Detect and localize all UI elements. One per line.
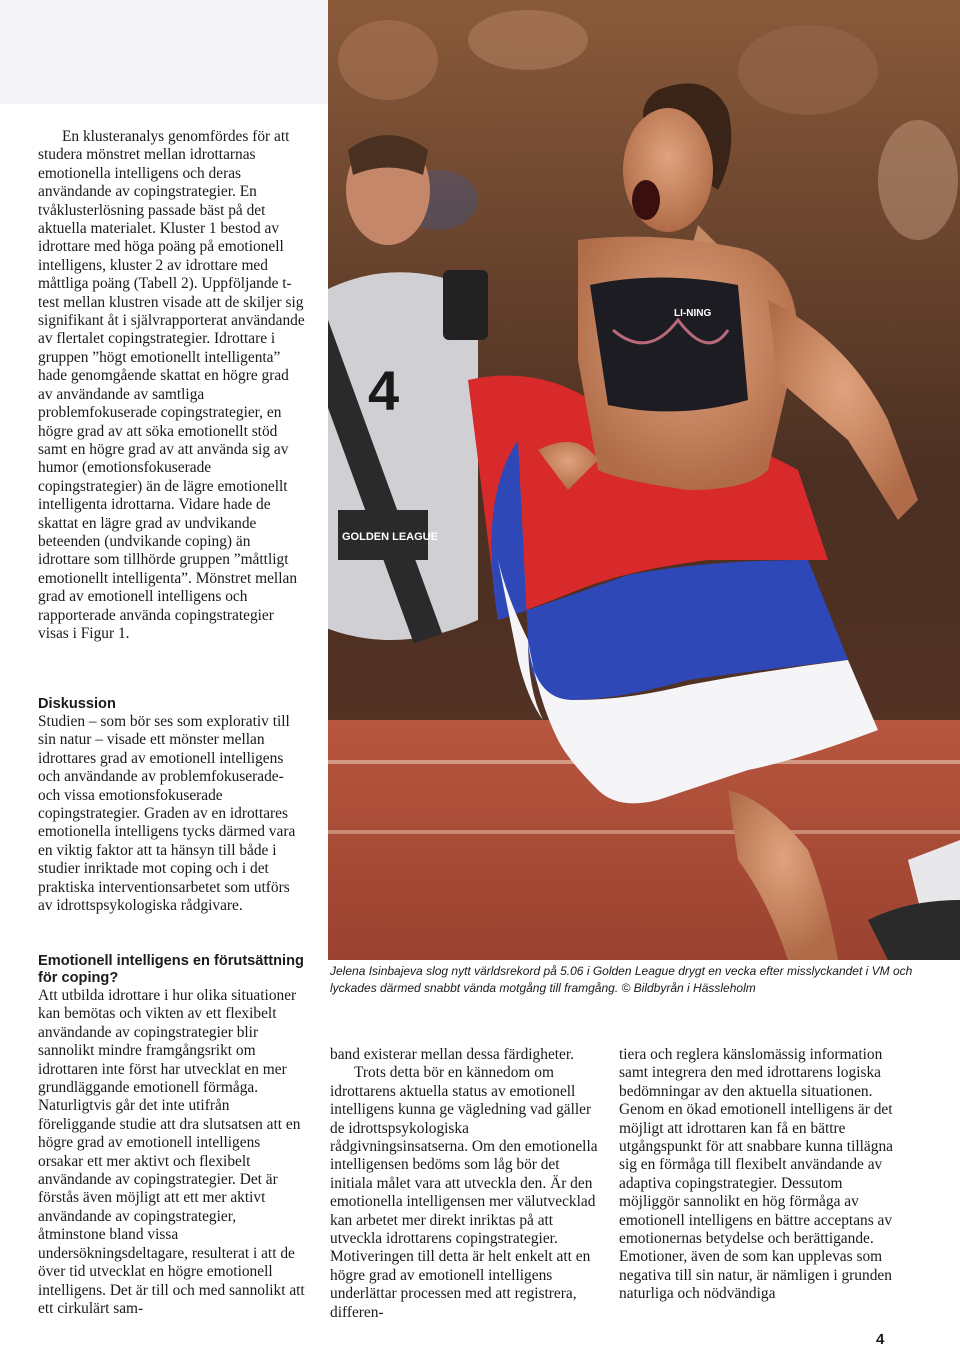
sponsor-logo: LI-NING [674,308,712,319]
column2-paragraph: Trots detta bör en kännedom om idrottarens aktuella status av emotionell intelligens kunna ge vägledning vad gäller de idrottspsykologiska rådgivningsinsatserna. Om den emotionella intelligensen bedöms som låg bör det initiala målet vara att utveckla den. Är den emotionella intelligensen mer välutvecklad kan arbetet mer direkt inriktas på att utveckla idrottarens copingstrategier. Motiveringen till detta är helt enkelt att en högre grad av emotionell intelligens underlättar processen med att registrera, differen- [330,1064,598,1321]
discussion-paragraph: Studien – som bör ses som explorativ till sin natur – visade ett mönster mellan idrottares grad av emotionell intelligens och användande av problemfokuserade- och vissa emotionsfokuserade copingstrategier. Graden av en idrottares emotionella intelligens tycks därmed vara en viktig faktor att ta hänsyn till både i studier inriktade mot coping och i det praktiska interventionsarbetet som utförs av idrottspsykologiska rådgivare. [38,713,296,915]
text-column-1 [38,128,306,643]
column3-paragraph: tiera och reglera känslomässig information samt integrera den med idrottarens logiska bedömningar av den aktuella situationen. Genom en ökad emotionell intelligens är det möjligt att idrottaren kan få en bättre utgångspunkt för att snabbare kunna tillägna sig en förmåga till flexibelt användande av adaptiva copingstrategier. Dessutom möjliggör sannolikt en hög förmåga av emotionell intelligens en bättre acceptans av emotionernas betydelse och berättigande. Emotioner, även de som kan upplevas som negativa till sin natur, är nämligen i grunden naturliga och nödvändiga [619,1046,893,1303]
text-column-3 [619,1046,894,1304]
photo-caption: Jelena Isinbajeva slog nytt världsrekord på 5.06 i Golden League drygt en vecka efter misslyckandet i VM och lyckades därmed snabbt vända motgång till framgång. © Bildbyrån i Hässleholm [330,964,913,995]
photo-illustration [328,0,960,960]
discussion-section [38,696,306,915]
top-band [0,0,328,104]
text-column-2 [330,1046,602,1322]
coping-heading: Emotionell intelligens en förutsättning för coping? [38,953,304,986]
coping-section [38,953,306,1318]
column2-continuation: band existerar mellan dessa färdigheter. [330,1046,575,1063]
results-paragraph: En klusteranalys genomfördes för att studera mönstret mellan idrottarnas emotionella intelligens och deras användande av copingstrategier. En tvåklusterlösning passade bäst på det aktuella materialet. Kluster 1 bestod av idrottare med höga poäng på emotionell intelligens, kluster 2 av idrottare med måttliga poäng (Tabell 2). Uppföljande t-test mellan klustren visade att de skiljer sig signifikant åt i självrapporterat användande av flertalet copingstrategier. Idrottare i gruppen ”högt emotionellt intelligenta” hade genomgående skattat en högre grad av användande av samtliga problemfokuserade copingstrategier, en högre grad av att söka emotionellt stöd samt en högre grad av att använda sig av humor (emotionsfokuserade copingstrategier) än de lägre emotionellt intelligenta idrottarna. Vidare hade de skattat en lägre grad av undvikande beteenden (undvikande coping) än idrottare som tillhörde gruppen ”måttligt emotionellt intelligenta”. Mönstret mellan grad av emotionell intelligens och rapporterade använda copingstrategier visas i Figur 1. [38,128,305,642]
vest-text: GOLDEN LEAGUE [342,531,438,543]
discussion-heading: Diskussion [38,696,116,712]
bib-number: 4 [368,359,400,422]
page-number: 4 [876,1331,885,1348]
athlete-photo [328,0,960,960]
coping-paragraph: Att utbilda idrottare i hur olika situationer kan bemötas och vikten av ett flexibelt användande av copingstrategier blir sannolikt mindre framgångsrikt om idrottaren inte först har utvecklat en mer grundläggande emotionell förmåga. Naturligtvis går det inte utifrån föreliggande studie att dra slutsatsen att en högre grad av emotionell intelligens orsakar ett mer aktivt och flexibelt användande av copingstrategier. Det är förstås även möjligt att ett mer aktivt användande av copingstrategier, åtminstone bland vissa undersökningsdeltagare, resulterat i att de över tid utvecklat en högre emotionell intelligens. Det är till och med sannolikt att ett cirkulärt sam- [38,987,305,1317]
